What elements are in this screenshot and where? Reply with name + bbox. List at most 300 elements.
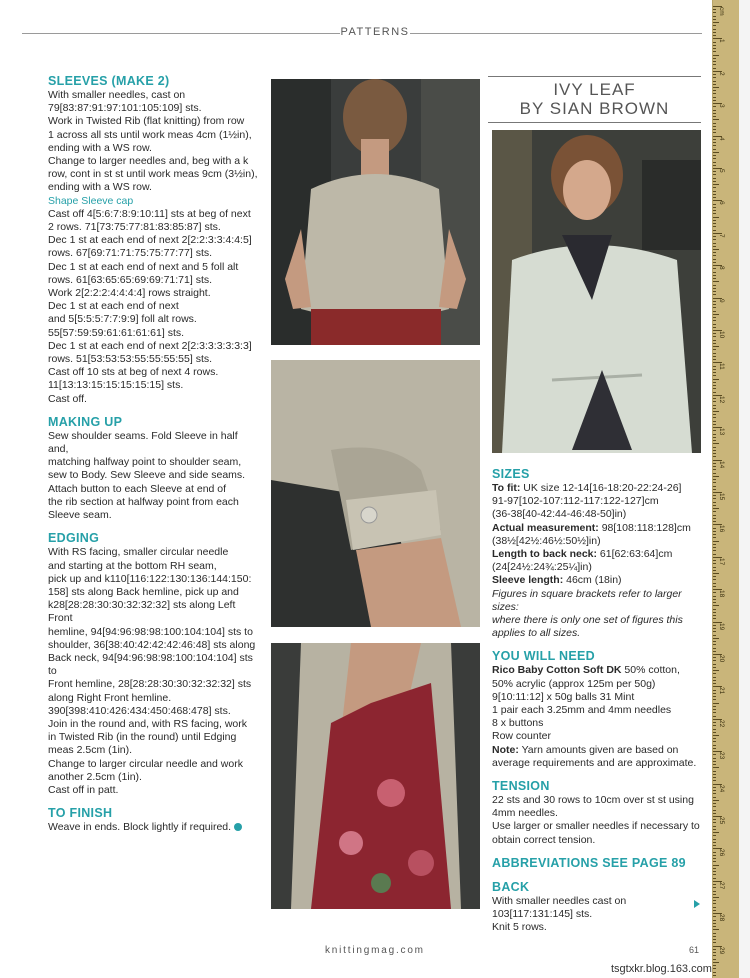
ruler-tick	[713, 706, 716, 707]
text-line: Work in Twisted Rib (flat knitting) from row	[48, 115, 245, 128]
text-line: Row counter	[492, 730, 551, 743]
ruler-tick	[713, 81, 716, 82]
ruler-number: 17	[718, 557, 725, 566]
ruler-tick	[713, 155, 716, 156]
ruler-tick	[713, 579, 716, 580]
ruler-tick	[713, 693, 716, 694]
ruler-tick	[713, 479, 716, 480]
ruler-tick	[713, 61, 716, 62]
ruler-tick	[713, 780, 716, 781]
ruler-tick	[713, 427, 722, 428]
ruler-tick	[713, 162, 716, 163]
text-line: (38½[42½:46½:50½]in)	[492, 534, 601, 547]
ruler-tick	[713, 625, 716, 626]
left-column	[48, 74, 260, 834]
text-line: Dec 1 st at each end of next 2[2:3:3:3:3:3:3]	[48, 339, 252, 352]
text-line: ending with a WS row.	[48, 181, 152, 194]
ruler-number: 8	[718, 266, 725, 270]
ruler-tick	[713, 524, 722, 525]
text-line: (24[24½:24¾:25¼]in)	[492, 561, 592, 574]
header-rule-left	[22, 33, 340, 34]
ruler-tick	[713, 910, 716, 911]
text-line: average requirements and are approximate.	[492, 756, 697, 769]
ruler-tick	[713, 641, 716, 642]
ruler-tick	[713, 832, 719, 833]
ruler-tick	[713, 968, 716, 969]
ruler-tick	[713, 450, 716, 451]
ruler-tick	[713, 132, 716, 133]
ruler-number: cm	[718, 7, 725, 16]
text-line: ending with a WS row.	[48, 141, 152, 154]
ruler-tick	[713, 466, 716, 467]
ruler-tick	[713, 259, 716, 260]
ruler-tick	[713, 168, 722, 169]
ruler-tick	[713, 194, 716, 195]
ruler-tick	[713, 855, 716, 856]
ruler-tick	[713, 767, 719, 768]
ruler-number: 11	[718, 363, 725, 371]
text-line: Work 2[2:2:2:4:4:4:4] rows straight.	[48, 287, 211, 300]
ruler-tick	[713, 262, 716, 263]
ruler-tick	[713, 278, 716, 279]
ruler-number: 21	[718, 687, 725, 695]
ruler-tick	[713, 709, 716, 710]
ruler-tick	[713, 19, 716, 20]
ruler-tick	[713, 395, 722, 396]
text-line: the rib section at halfway point from each	[48, 495, 239, 508]
ruler-tick	[713, 285, 716, 286]
ruler-tick	[713, 103, 722, 104]
ruler-tick	[713, 223, 716, 224]
footer-url: knittingmag.com	[325, 945, 425, 956]
ruler-tick	[713, 29, 716, 30]
ruler-tick	[713, 738, 716, 739]
ruler-tick	[713, 495, 716, 496]
ruler-tick	[713, 38, 722, 39]
ruler-tick	[713, 68, 716, 69]
ruler-tick	[713, 936, 716, 937]
ruler-tick	[713, 894, 716, 895]
ruler-tick	[713, 929, 719, 930]
ruler-tick	[713, 281, 719, 282]
ruler-tick	[713, 722, 716, 723]
ruler-tick	[713, 84, 716, 85]
text-line: Cast off 4[5:6:7:8:9:10:11] sts at beg of next	[48, 207, 251, 220]
tension-title: TENSION	[492, 779, 550, 794]
sleeve-length-line	[492, 574, 707, 587]
ruler-tick	[713, 340, 716, 341]
text-line: where there is only one set of figures this	[492, 614, 683, 627]
ruler-tick	[713, 463, 716, 464]
ruler-tick	[713, 330, 722, 331]
ruler-tick	[713, 100, 716, 101]
text-line: 50% cotton,	[621, 664, 680, 677]
ruler-number: 26	[718, 849, 725, 857]
back-title: BACK	[492, 879, 530, 894]
ruler-tick	[713, 920, 716, 921]
text-line: Front hemline, 28[28:28:30:30:32:32:32] sts	[48, 678, 252, 691]
ruler-tick	[713, 741, 716, 742]
ruler-tick	[713, 417, 716, 418]
ruler-tick	[713, 48, 716, 49]
text-line: in Twisted Rib (in the round) until Edging	[48, 731, 237, 744]
text-line: hemline, 94[94:96:98:98:100:104:104] sts to	[48, 625, 253, 638]
pattern-title	[488, 80, 701, 118]
ruler-tick	[713, 366, 716, 367]
ruler-tick	[713, 152, 719, 153]
ruler-tick	[713, 965, 716, 966]
ruler-tick	[713, 42, 716, 43]
ruler-tick	[713, 732, 716, 733]
ruler-tick	[713, 748, 716, 749]
sizes-note	[492, 588, 707, 614]
designer-name: BY SIAN BROWN	[519, 99, 670, 118]
to-fit-line	[492, 482, 707, 495]
ruler-tick	[713, 881, 722, 882]
text-line: Dec 1 st at each end of next and 5 foll alt	[48, 260, 239, 273]
ruler-tick	[713, 388, 716, 389]
text-line: another 2.5cm (1in).	[48, 770, 142, 783]
ruler-tick	[713, 871, 716, 872]
text-line: k28[28:28:30:30:32:32:32] sts along Left Front	[48, 599, 236, 625]
need-note-line	[492, 744, 707, 757]
ruler-tick	[713, 346, 719, 347]
length-line	[492, 548, 707, 561]
watermark-text: tsgtxkr.blog.163.com	[611, 963, 712, 975]
ruler-tick	[713, 492, 722, 493]
ruler-tick	[713, 45, 716, 46]
ruler-tick	[713, 596, 716, 597]
ruler-tick	[713, 952, 716, 953]
ruler-tick	[713, 699, 716, 700]
ruler-tick	[713, 126, 716, 127]
ruler-tick	[713, 651, 716, 652]
ruler-tick	[713, 573, 719, 574]
text-line: 98[108:118:128]cm	[598, 521, 691, 534]
ruler-tick	[713, 174, 716, 175]
ruler-tick	[713, 226, 716, 227]
ruler-tick	[713, 145, 716, 146]
text-line: Change to larger circular needle and work	[48, 757, 243, 770]
ruler-tick	[713, 372, 716, 373]
end-mark-icon	[234, 823, 242, 831]
ruler-tick	[713, 586, 716, 587]
ruler-tick	[713, 317, 716, 318]
text-line: Yarn amounts given are based on	[518, 743, 679, 756]
ruler-tick	[713, 534, 716, 535]
ruler-tick	[713, 654, 722, 655]
ruler-tick	[713, 926, 716, 927]
actual-measurement-line	[492, 522, 707, 535]
ruler-tick	[713, 77, 716, 78]
ruler-tick	[713, 220, 716, 221]
text-line: Cast off in patt.	[48, 783, 119, 796]
text-line: rows. 51[53:53:53:55:55:55:55] sts.	[48, 353, 213, 366]
ruler-tick	[713, 210, 716, 211]
ruler-tick	[713, 421, 716, 422]
ruler-tick	[713, 139, 716, 140]
ruler-tick	[713, 612, 716, 613]
ruler-tick	[713, 430, 716, 431]
ruler-tick	[713, 113, 716, 114]
ruler-tick	[713, 774, 716, 775]
ruler-tick	[713, 171, 716, 172]
ruler-tick	[713, 136, 722, 137]
ruler-number: 25	[718, 817, 725, 825]
ruler-tick	[713, 735, 719, 736]
text-line: 158] sts along Back hemline, pick up and	[48, 585, 239, 598]
ruler-tick	[713, 686, 722, 687]
text-line: 46cm (18in)	[563, 574, 622, 587]
ruler-tick	[713, 272, 716, 273]
ruler-tick	[713, 116, 716, 117]
ruler-tick	[713, 771, 716, 772]
ruler-tick	[713, 158, 716, 159]
ruler-number: 19	[718, 622, 725, 630]
ruler-tick	[713, 343, 716, 344]
ruler-tick	[713, 657, 716, 658]
ruler-tick	[713, 758, 716, 759]
ruler-number: 22	[718, 719, 725, 728]
ruler-tick	[713, 268, 716, 269]
text-line: Sew shoulder seams. Fold Sleeve in half and,	[48, 429, 238, 456]
ruler-tick	[713, 583, 716, 584]
ruler-tick	[713, 106, 716, 107]
ruler-tick	[713, 939, 716, 940]
ruler-tick	[713, 314, 719, 315]
making-up-text	[48, 430, 260, 522]
photo-back-view	[271, 79, 480, 345]
ruler-tick	[713, 469, 716, 470]
ruler-tick	[713, 667, 716, 668]
shape-sleeve-cap-title: Shape Sleeve cap	[48, 194, 134, 207]
ruler-tick	[713, 790, 716, 791]
ruler-number: 16	[718, 525, 725, 533]
ruler-tick	[713, 712, 716, 713]
ruler-tick	[713, 537, 716, 538]
text-line: 11[13:13:15:15:15:15:15] sts.	[48, 379, 184, 392]
ruler-tick	[713, 839, 716, 840]
ruler-tick	[713, 677, 716, 678]
ruler-tick	[713, 664, 716, 665]
photo-front-detail	[271, 643, 480, 909]
ruler-tick	[713, 567, 716, 568]
ruler-tick	[713, 275, 716, 276]
ruler-number: 6	[718, 201, 725, 206]
ruler-tick	[713, 230, 716, 231]
ruler-tick	[713, 816, 722, 817]
ruler-tick	[713, 541, 719, 542]
ruler-tick	[713, 690, 716, 691]
ruler-tick	[713, 74, 716, 75]
text-line: 8 x buttons	[492, 717, 544, 730]
ruler-tick	[713, 806, 716, 807]
ruler-tick	[713, 324, 716, 325]
ruler-tick	[713, 375, 716, 376]
ruler-tick	[713, 200, 722, 201]
text-line: 2 rows. 71[73:75:77:81:83:85:87] sts.	[48, 221, 221, 234]
ruler-tick	[713, 878, 716, 879]
ruler-tick	[713, 648, 716, 649]
ruler-tick	[713, 858, 716, 859]
ruler-tick	[713, 550, 716, 551]
ruler-tick	[713, 489, 716, 490]
text-line: 55[57:59:59:61:61:61:61] sts.	[48, 326, 185, 339]
ruler-tick	[713, 946, 722, 947]
text-line: Cast off.	[48, 392, 87, 405]
ruler-tick	[713, 829, 716, 830]
text-line: rows. 61[63:65:65:69:69:71:71] sts.	[48, 273, 213, 286]
ruler-tick	[713, 379, 719, 380]
text-line: 4mm needles.	[492, 807, 558, 820]
ruler-tick	[713, 178, 716, 179]
yarn-label: Rico Baby Cotton Soft DK	[492, 664, 622, 677]
text-line: 390[398:410:426:434:450:468:478] sts.	[48, 704, 231, 717]
ruler-number: 10	[718, 331, 725, 339]
ruler-number: 5	[718, 169, 725, 173]
ruler-tick	[713, 563, 716, 564]
ruler-tick	[713, 554, 716, 555]
ruler-tick	[713, 511, 716, 512]
sleeve-cap-text	[48, 208, 260, 406]
ruler-number: 13	[718, 428, 725, 436]
ruler-tick	[713, 913, 722, 914]
ruler-tick	[713, 547, 716, 548]
ruler-tick	[713, 392, 716, 393]
pattern-name: IVY LEAF	[553, 80, 636, 99]
ruler-tick	[713, 592, 716, 593]
ruler-tick	[713, 252, 716, 253]
ruler-tick	[713, 184, 719, 185]
ruler-tick	[713, 6, 722, 7]
text-line: and 5[5:5:5:7:7:9:9] foll alt rows.	[48, 313, 197, 326]
ruler-tick	[713, 975, 716, 976]
ruler-tick	[713, 813, 716, 814]
text-line: 79[83:87:91:97:101:105:109] sts.	[48, 102, 202, 115]
ruler-tick	[713, 12, 716, 13]
to-fit-label: To fit:	[492, 482, 521, 494]
text-line: With RS facing, smaller circular needle	[48, 546, 229, 559]
ruler-tick	[713, 703, 719, 704]
text-line: Dec 1 st at each end of next 2[2:2:3:3:4:4:5]	[48, 234, 252, 247]
ruler-tick	[713, 754, 716, 755]
text-line: 22 sts and 30 rows to 10cm over st st using	[492, 794, 694, 807]
ruler-tick	[713, 531, 716, 532]
page-number: 61	[689, 945, 700, 955]
ruler-tick	[713, 725, 716, 726]
ruler-tick	[713, 570, 716, 571]
ruler-tick	[713, 32, 716, 33]
ruler-number: 18	[718, 590, 725, 598]
ruler-tick	[713, 972, 716, 973]
ruler-tick	[713, 670, 719, 671]
ruler-number: 4	[718, 136, 725, 141]
ruler-tick	[713, 93, 716, 94]
ruler-tick	[713, 291, 716, 292]
sizes-note-2	[492, 614, 707, 627]
ruler-tick	[713, 385, 716, 386]
ruler-tick	[713, 327, 716, 328]
text-line: Dec 1 st at each end of next	[48, 300, 179, 313]
ruler-tick	[713, 97, 716, 98]
ruler-tick	[713, 521, 716, 522]
ruler-tick	[713, 191, 716, 192]
abbreviations-title: ABBREVIATIONS SEE PAGE 89	[492, 855, 686, 870]
ruler-tick	[713, 424, 716, 425]
ruler-tick	[713, 246, 716, 247]
ruler-tick	[713, 311, 716, 312]
edging-text	[48, 546, 260, 797]
ruler-number: 15	[718, 493, 725, 501]
ruler-number: 27	[718, 881, 725, 890]
ruler-tick	[713, 460, 722, 461]
text-line: 1 pair each 3.25mm and 4mm needles	[492, 704, 672, 717]
ruler-tick	[713, 359, 716, 360]
ruler-tick	[713, 440, 716, 441]
title-rule-bottom	[488, 122, 701, 123]
ruler-tick	[713, 635, 716, 636]
text-line: pick up and k110[116:122:130:136:144:150:	[48, 572, 252, 585]
ruler-tick	[713, 810, 716, 811]
ruler-tick	[713, 405, 716, 406]
ruler-tick	[713, 9, 716, 10]
ruler-tick	[713, 505, 716, 506]
note-label: Note:	[492, 743, 519, 756]
ruler-tick	[713, 916, 716, 917]
ruler-tick	[713, 907, 716, 908]
ruler-tick	[713, 123, 716, 124]
making-up-title: MAKING UP	[48, 414, 123, 429]
ruler-tick	[713, 544, 716, 545]
ruler-tick	[713, 609, 716, 610]
ruler-tick	[713, 304, 716, 305]
ruler-tick	[713, 508, 719, 509]
ruler-tick	[713, 576, 716, 577]
ruler-tick	[713, 557, 722, 558]
ruler-tick	[713, 884, 716, 885]
ruler-tick	[713, 560, 716, 561]
ruler-tick	[713, 949, 716, 950]
ruler-number: 28	[718, 914, 725, 922]
photo-sleeve-detail	[271, 360, 480, 627]
ruler-tick	[713, 680, 716, 681]
ruler-tick	[713, 868, 716, 869]
ruler-tick	[713, 835, 716, 836]
text-line: Knit 5 rows.	[492, 921, 547, 934]
ruler-tick	[713, 414, 716, 415]
ruler-number: 29	[718, 946, 725, 954]
ruler-tick	[713, 456, 716, 457]
ruler-tick	[713, 473, 716, 474]
ruler-tick	[713, 716, 716, 717]
ruler-tick	[713, 605, 719, 606]
ruler-tick	[713, 891, 716, 892]
ruler-tick	[713, 204, 716, 205]
ruler-tick	[713, 719, 722, 720]
text-line: Cast off 10 sts at beg of next 4 rows.	[48, 366, 219, 379]
ruler-tick	[713, 482, 716, 483]
text-line: Figures in square brackets refer to larger sizes:	[492, 587, 682, 613]
sizes-note-3	[492, 627, 707, 640]
text-line: Sleeve seam.	[48, 509, 112, 522]
yarn-line	[492, 664, 707, 677]
ruler-tick	[713, 589, 722, 590]
ruler-tick	[713, 165, 716, 166]
ruler-tick	[713, 22, 719, 23]
ruler-number: 3	[718, 104, 725, 108]
ruler-tick	[713, 213, 716, 214]
ruler-tick	[713, 55, 719, 56]
